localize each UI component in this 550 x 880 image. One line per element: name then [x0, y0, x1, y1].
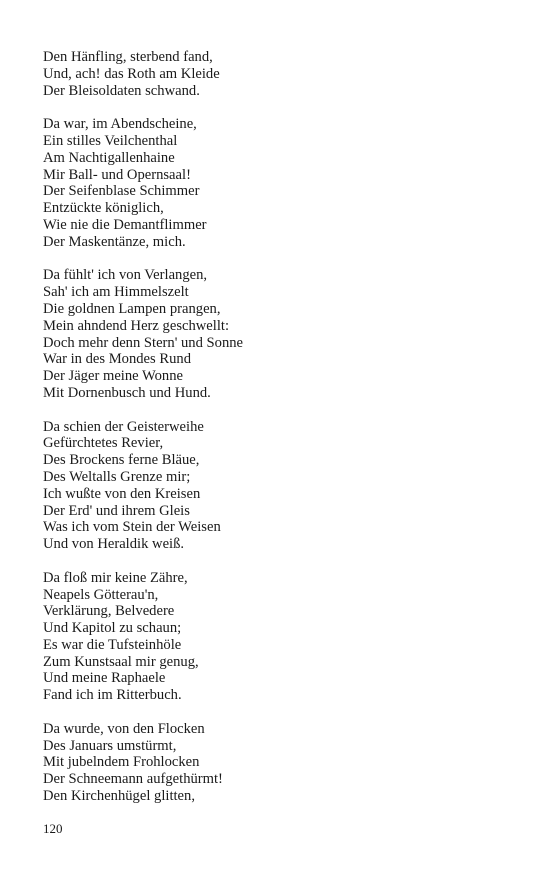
poem-line: Und, ach! das Roth am Kleide — [43, 65, 220, 82]
stanza-2 — [43, 116, 523, 250]
poem-line: War in des Mondes Rund — [43, 351, 191, 368]
poem-line: Die goldnen Lampen prangen, — [43, 300, 221, 317]
stanza-4 — [43, 419, 523, 553]
poem-line: Mir Ball- und Opernsaal! — [43, 166, 191, 183]
poem-page — [43, 49, 523, 822]
page-number: 120 — [43, 821, 63, 836]
poem-line: Der Jäger meine Wonne — [43, 368, 183, 385]
poem-line: Wie nie die Demantflimmer — [43, 216, 207, 233]
poem-line: Des Brockens ferne Bläue, — [43, 452, 200, 469]
poem-line: Der Seifenblase Schimmer — [43, 183, 200, 200]
poem-line: Gefürchtetes Revier, — [43, 435, 164, 452]
poem-line: Da schien der Geisterweihe — [43, 418, 204, 435]
poem-line: Und Kapitol zu schaun; — [43, 620, 182, 637]
poem-line: Da floß mir keine Zähre, — [43, 569, 188, 586]
poem-line: Doch mehr denn Stern' und Sonne — [43, 334, 244, 351]
poem-line: Der Maskentänze, mich. — [43, 233, 186, 250]
poem-line: Mein ahndend Herz geschwellt: — [43, 317, 230, 334]
poem-line: Der Bleisoldaten schwand. — [43, 82, 200, 99]
poem-line: Was ich vom Stein der Weisen — [43, 519, 221, 536]
poem-line: Und von Heraldik weiß. — [43, 536, 185, 553]
stanza-3 — [43, 267, 523, 401]
poem-line: Da fühlt' ich von Verlangen, — [43, 267, 208, 284]
poem-line: Der Schneemann aufgethürmt! — [43, 771, 223, 788]
poem-line: Der Erd' und ihrem Gleis — [43, 502, 190, 519]
poem-line: Entzückte königlich, — [43, 200, 164, 217]
poem-line: Des Weltalls Grenze mir; — [43, 468, 191, 485]
poem-line: Da war, im Abendscheine, — [43, 116, 197, 133]
poem-line: Ein stilles Veilchenthal — [43, 132, 178, 149]
poem-line: Zum Kunstsaal mir genug, — [43, 653, 199, 670]
stanza-1 — [43, 49, 523, 99]
poem-line: Ich wußte von den Kreisen — [43, 485, 201, 502]
poem-line: Mit jubelndem Frohlocken — [43, 754, 200, 771]
poem-line: Mit Dornenbusch und Hund. — [43, 384, 211, 401]
poem-line: Neapels Götterau'n, — [43, 586, 159, 603]
stanza-5 — [43, 570, 523, 704]
stanza-6 — [43, 721, 523, 805]
poem-line: Da wurde, von den Flocken — [43, 720, 205, 737]
poem-line: Es war die Tufsteinhöle — [43, 636, 182, 653]
poem-line: Am Nachtigallenhaine — [43, 149, 175, 166]
poem-line: Den Hänfling, sterbend fand, — [43, 49, 213, 65]
poem-line: Des Januars umstürmt, — [43, 737, 177, 754]
poem-line: Verklärung, Belvedere — [43, 603, 175, 620]
poem-line: Und meine Raphaele — [43, 670, 166, 687]
poem-line: Fand ich im Ritterbuch. — [43, 687, 182, 704]
poem-line: Sah' ich am Himmelszelt — [43, 284, 189, 301]
poem-line: Den Kirchenhügel glitten, — [43, 788, 195, 805]
